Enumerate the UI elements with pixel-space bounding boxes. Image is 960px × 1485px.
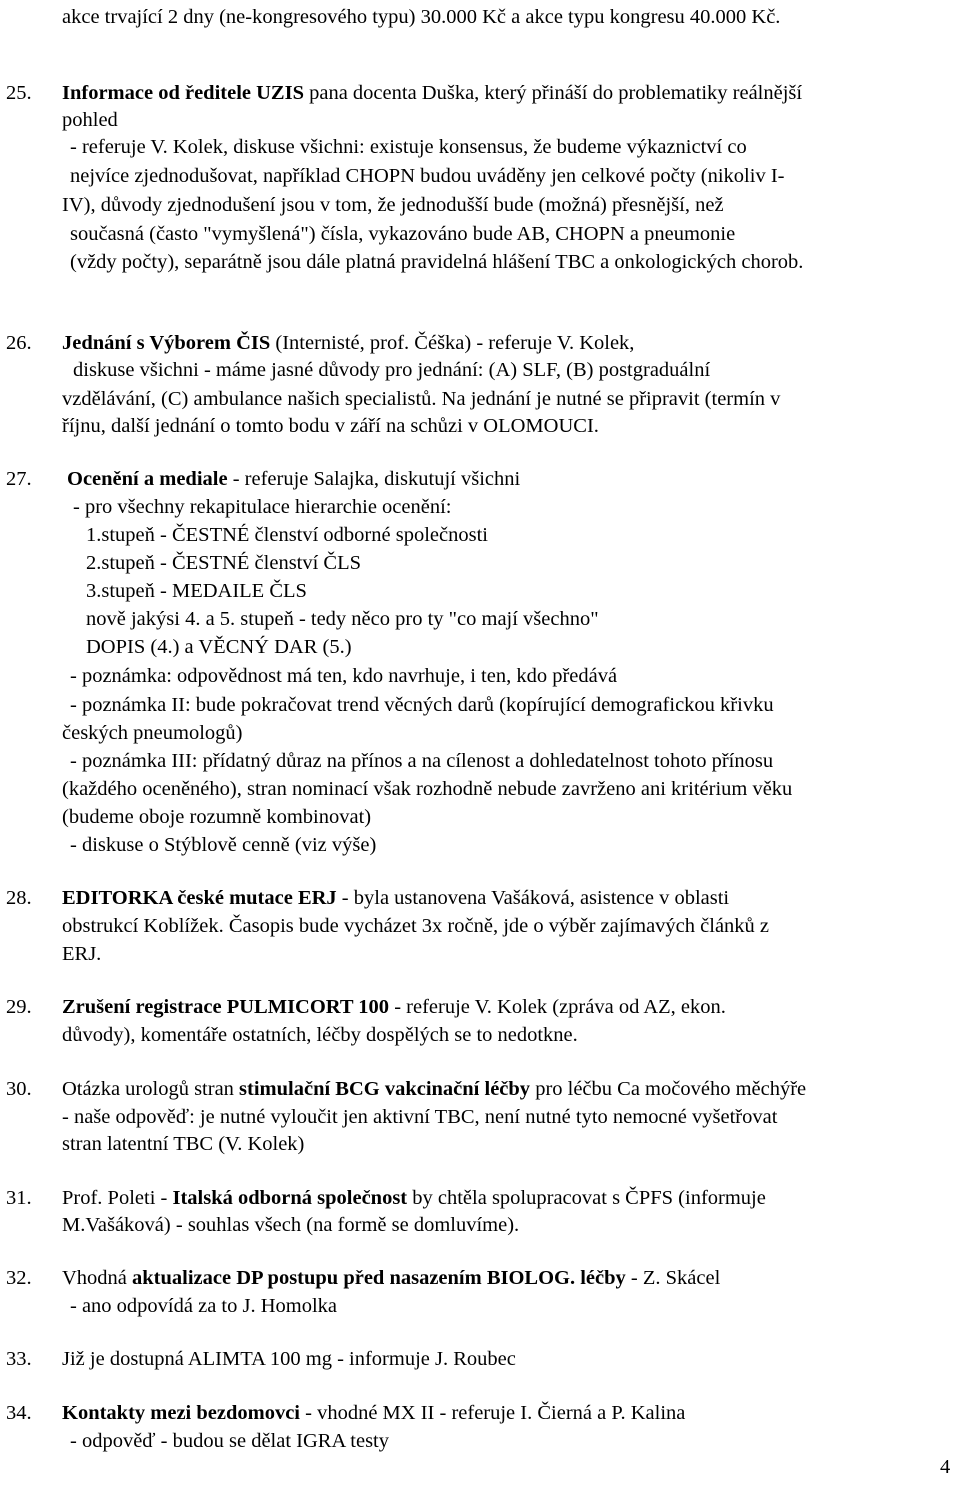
- item-text: - byla ustanovena Vašáková, asistence v oblasti: [336, 887, 730, 909]
- item-line: diskuse všichni - máme jasné důvody pro jednání: (A) SLF, (B) postgraduální: [73, 359, 711, 381]
- item-line: - referuje V. Kolek, diskuse všichni: existuje konsensus, že budeme výkaznictví co: [70, 136, 747, 158]
- item-number: 30.: [6, 1078, 32, 1100]
- item-heading: [62, 885, 729, 911]
- item-heading: [62, 330, 634, 356]
- item-line: - odpověď - budou se dělat IGRA testy: [70, 1430, 389, 1452]
- item-heading: [62, 1185, 766, 1211]
- item-text: - referuje Salajka, diskutují všichni: [227, 468, 521, 490]
- item-number: 34.: [6, 1402, 32, 1424]
- item-number: 31.: [6, 1187, 32, 1209]
- item-text: Otázka urologů stran: [62, 1078, 240, 1100]
- item-line: - ano odpovídá za to J. Homolka: [70, 1295, 338, 1317]
- item-title: EDITORKA: [62, 887, 173, 909]
- item-number: 27.: [6, 468, 32, 490]
- item-line: pohled: [62, 109, 118, 131]
- item-text: pro léčbu Ca močového měchýře: [530, 1078, 807, 1100]
- item-line: 1.stupeň - ČESTNÉ členství odborné společnosti: [86, 524, 488, 546]
- item-line: ERJ.: [62, 943, 102, 965]
- top-line: akce trvající 2 dny (ne-kongresového typu) 30.000 Kč a akce typu kongresu 40.000 Kč.: [62, 6, 781, 28]
- item-title: Jednání s Výborem ČIS: [62, 332, 271, 354]
- item-text: - vhodné MX II - referuje I. Čierná a P. Kalina: [300, 1402, 686, 1424]
- item-heading: [62, 1400, 685, 1426]
- item-line: 2.stupeň - ČESTNÉ členství ČLS: [86, 552, 362, 574]
- item-line: - poznámka III: přídatný důraz na přínos a na cílenost a dohledatelnost tohoto přínosu: [70, 750, 774, 772]
- item-title: Informace od ředitele UZIS: [62, 82, 304, 104]
- item-title: aktualizace DP postupu před nasazením BIOLOG. léčby: [132, 1267, 626, 1289]
- item-text: (Internisté, prof. Čéška) - referuje V. Kolek,: [270, 332, 635, 354]
- item-line: M.Vašáková) - souhlas všech (na formě se domluvíme).: [62, 1214, 520, 1236]
- item-title: Ocenění a mediale: [67, 468, 228, 490]
- item-heading: [62, 1076, 806, 1102]
- item-text: pana docenta Duška, který přináší do problematiky reálnější: [303, 82, 803, 104]
- item-number: 32.: [6, 1267, 32, 1289]
- item-heading: [67, 466, 520, 492]
- item-line: (každého oceněného), stran nominací však rozhodně nebude zavrženo ani kritérium věku: [62, 778, 793, 800]
- item-title-rest: české mutace ERJ: [172, 887, 337, 909]
- item-text: Vhodná: [62, 1267, 133, 1289]
- item-number: 26.: [6, 332, 32, 354]
- item-line: obstrukcí Koblížek. Časopis bude vycházet 3x ročně, jde o výběr zajímavých článků z: [62, 915, 770, 937]
- item-line: IV), důvody zjednodušení jsou v tom, že jednodušší bude (možná) přesnější, než: [62, 194, 724, 216]
- item-line: Již je dostupná ALIMTA 100 mg - informuje J. Roubec: [62, 1348, 516, 1370]
- item-number: 33.: [6, 1348, 32, 1370]
- page-number: 4: [940, 1456, 951, 1478]
- item-line: českých pneumologů): [62, 722, 243, 744]
- item-line: - naše odpověď: je nutné vyloučit jen aktivní TBC, není nutné tyto nemocné vyšetřovat: [62, 1106, 778, 1128]
- item-line: (vždy počty), separátně jsou dále platná pravidelná hlášení TBC a onkologických chorob.: [70, 251, 804, 273]
- item-text: - Z. Skácel: [625, 1267, 721, 1289]
- item-line: 3.stupeň - MEDAILE ČLS: [86, 580, 307, 602]
- item-line: stran latentní TBC (V. Kolek): [62, 1133, 305, 1155]
- item-heading: [62, 1265, 720, 1291]
- item-line: nově jakýsi 4. a 5. stupeň - tedy něco pro ty "co mají všechno": [86, 608, 599, 630]
- item-title: Italská odborná společnost: [172, 1187, 408, 1209]
- item-line: DOPIS (4.) a VĚCNÝ DAR (5.): [86, 636, 352, 658]
- item-line: současná (často "vymyšlená") čísla, vykazováno bude AB, CHOPN a pneumonie: [70, 223, 736, 245]
- item-line: (budeme oboje rozumně kombinovat): [62, 806, 372, 828]
- item-line: - diskuse o Stýblově cenně (viz výše): [70, 834, 377, 856]
- item-number: 29.: [6, 996, 32, 1018]
- item-title: Zrušení registrace PULMICORT 100: [62, 996, 390, 1018]
- item-text: Prof. Poleti -: [62, 1187, 173, 1209]
- item-line: - poznámka II: bude pokračovat trend věcných darů (kopírující demografickou křivku: [70, 694, 774, 716]
- item-number: 25.: [6, 82, 32, 104]
- item-title: stimulační BCG vakcinační léčby: [239, 1078, 531, 1100]
- item-line: důvody), komentáře ostatních, léčby dospělých se to nedotkne.: [62, 1024, 578, 1046]
- item-line: vzdělávání, (C) ambulance našich specialistů. Na jednání je nutné se připravit (termín v: [62, 388, 781, 410]
- item-text: - referuje V. Kolek (zpráva od AZ, ekon.: [389, 996, 726, 1018]
- item-line: - pro všechny rekapitulace hierarchie ocenění:: [73, 496, 452, 518]
- item-line: - poznámka: odpovědnost má ten, kdo navrhuje, i ten, kdo předává: [70, 665, 618, 687]
- item-text: by chtěla spolupracovat s ČPFS (informuje: [407, 1187, 766, 1209]
- item-heading: [62, 80, 802, 106]
- item-number: 28.: [6, 887, 32, 909]
- item-line: nejvíce zjednodušovat, například CHOPN budou uváděny jen celkové počty (nikoliv I-: [70, 165, 785, 187]
- item-heading: [62, 994, 726, 1020]
- item-line: říjnu, další jednání o tomto bodu v září na schůzi v OLOMOUCI.: [62, 415, 599, 437]
- item-title: Kontakty mezi bezdomovci: [62, 1402, 300, 1424]
